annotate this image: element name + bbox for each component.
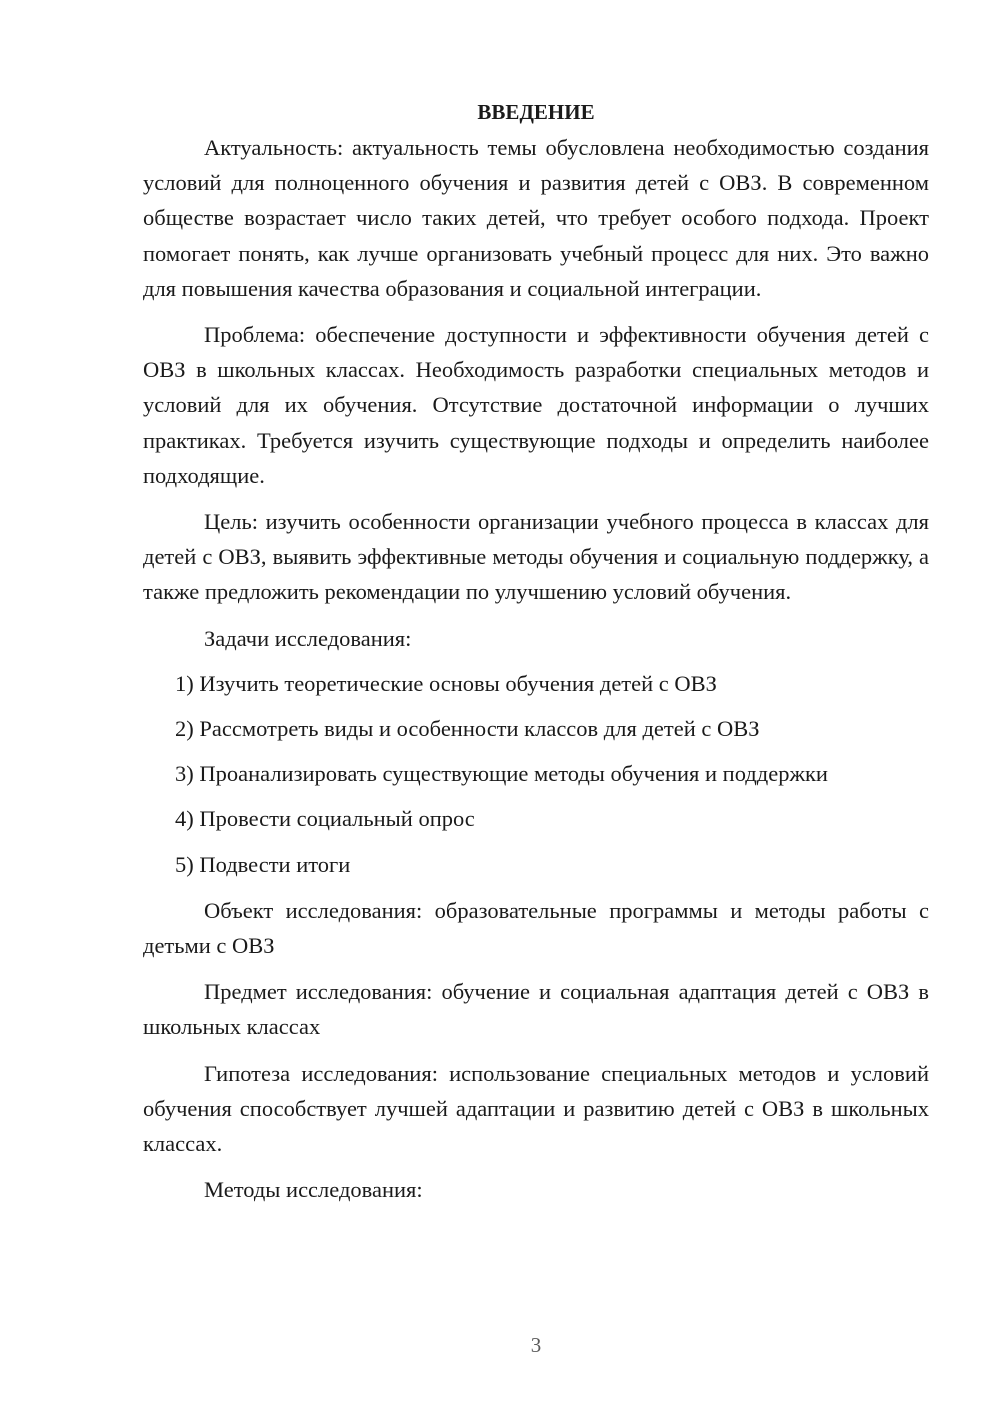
paragraph-relevance: Актуальность: актуальность темы обусловлена необходимостью создания условий для полноценного обучения и развития детей с ОВЗ. В современном обществе возрастает число таких детей, что требует особого подхода. Проект помогает понять, как лучше организовать учебный процесс для них. Это важно для повышения качества образования и социальной интеграции. xyxy=(143,135,929,301)
paragraph-goal: Цель: изучить особенности организации учебного процесса в классах для детей с ОВЗ, выявить эффективные методы обучения и социальную поддержку, а также предложить рекомендации по улучшению условий обучения. xyxy=(143,509,929,605)
tasks-label: Задачи исследования: xyxy=(204,625,412,651)
paragraph-problem: Проблема: обеспечение доступности и эффективности обучения детей с ОВЗ в школьных классах. Необходимость разработки специальных методов и условий для их обучения. Отсутствие достаточной информации о лучших практиках. Требуется изучить существующие подходы и определить наиболее подходящие. xyxy=(143,322,929,488)
list-item: 2) Рассмотреть виды и особенности классов для детей с ОВЗ xyxy=(175,716,760,742)
list-item: 1) Изучить теоретические основы обучения детей с ОВЗ xyxy=(175,670,717,696)
list-item: 3) Проанализировать существующие методы обучения и поддержки xyxy=(175,761,828,787)
page-content xyxy=(143,94,929,1207)
section-title: ВВЕДЕНИЕ xyxy=(477,100,595,124)
page-number: 3 xyxy=(530,1333,542,1357)
list-item: 4) Провести социальный опрос xyxy=(175,806,475,832)
paragraph-subject: Предмет исследования: обучение и социальная адаптация детей с ОВЗ в школьных классах xyxy=(143,979,929,1040)
paragraph-object: Объект исследования: образовательные программы и методы работы с детьми с ОВЗ xyxy=(143,897,929,958)
paragraph-hypothesis: Гипотеза исследования: использование специальных методов и условий обучения способствует лучшей адаптации и развитию детей с ОВЗ в школьных классах. xyxy=(143,1060,929,1156)
methods-label: Методы исследования: xyxy=(204,1177,423,1203)
list-item: 5) Подвести итоги xyxy=(175,851,351,877)
tasks-list xyxy=(143,666,929,882)
